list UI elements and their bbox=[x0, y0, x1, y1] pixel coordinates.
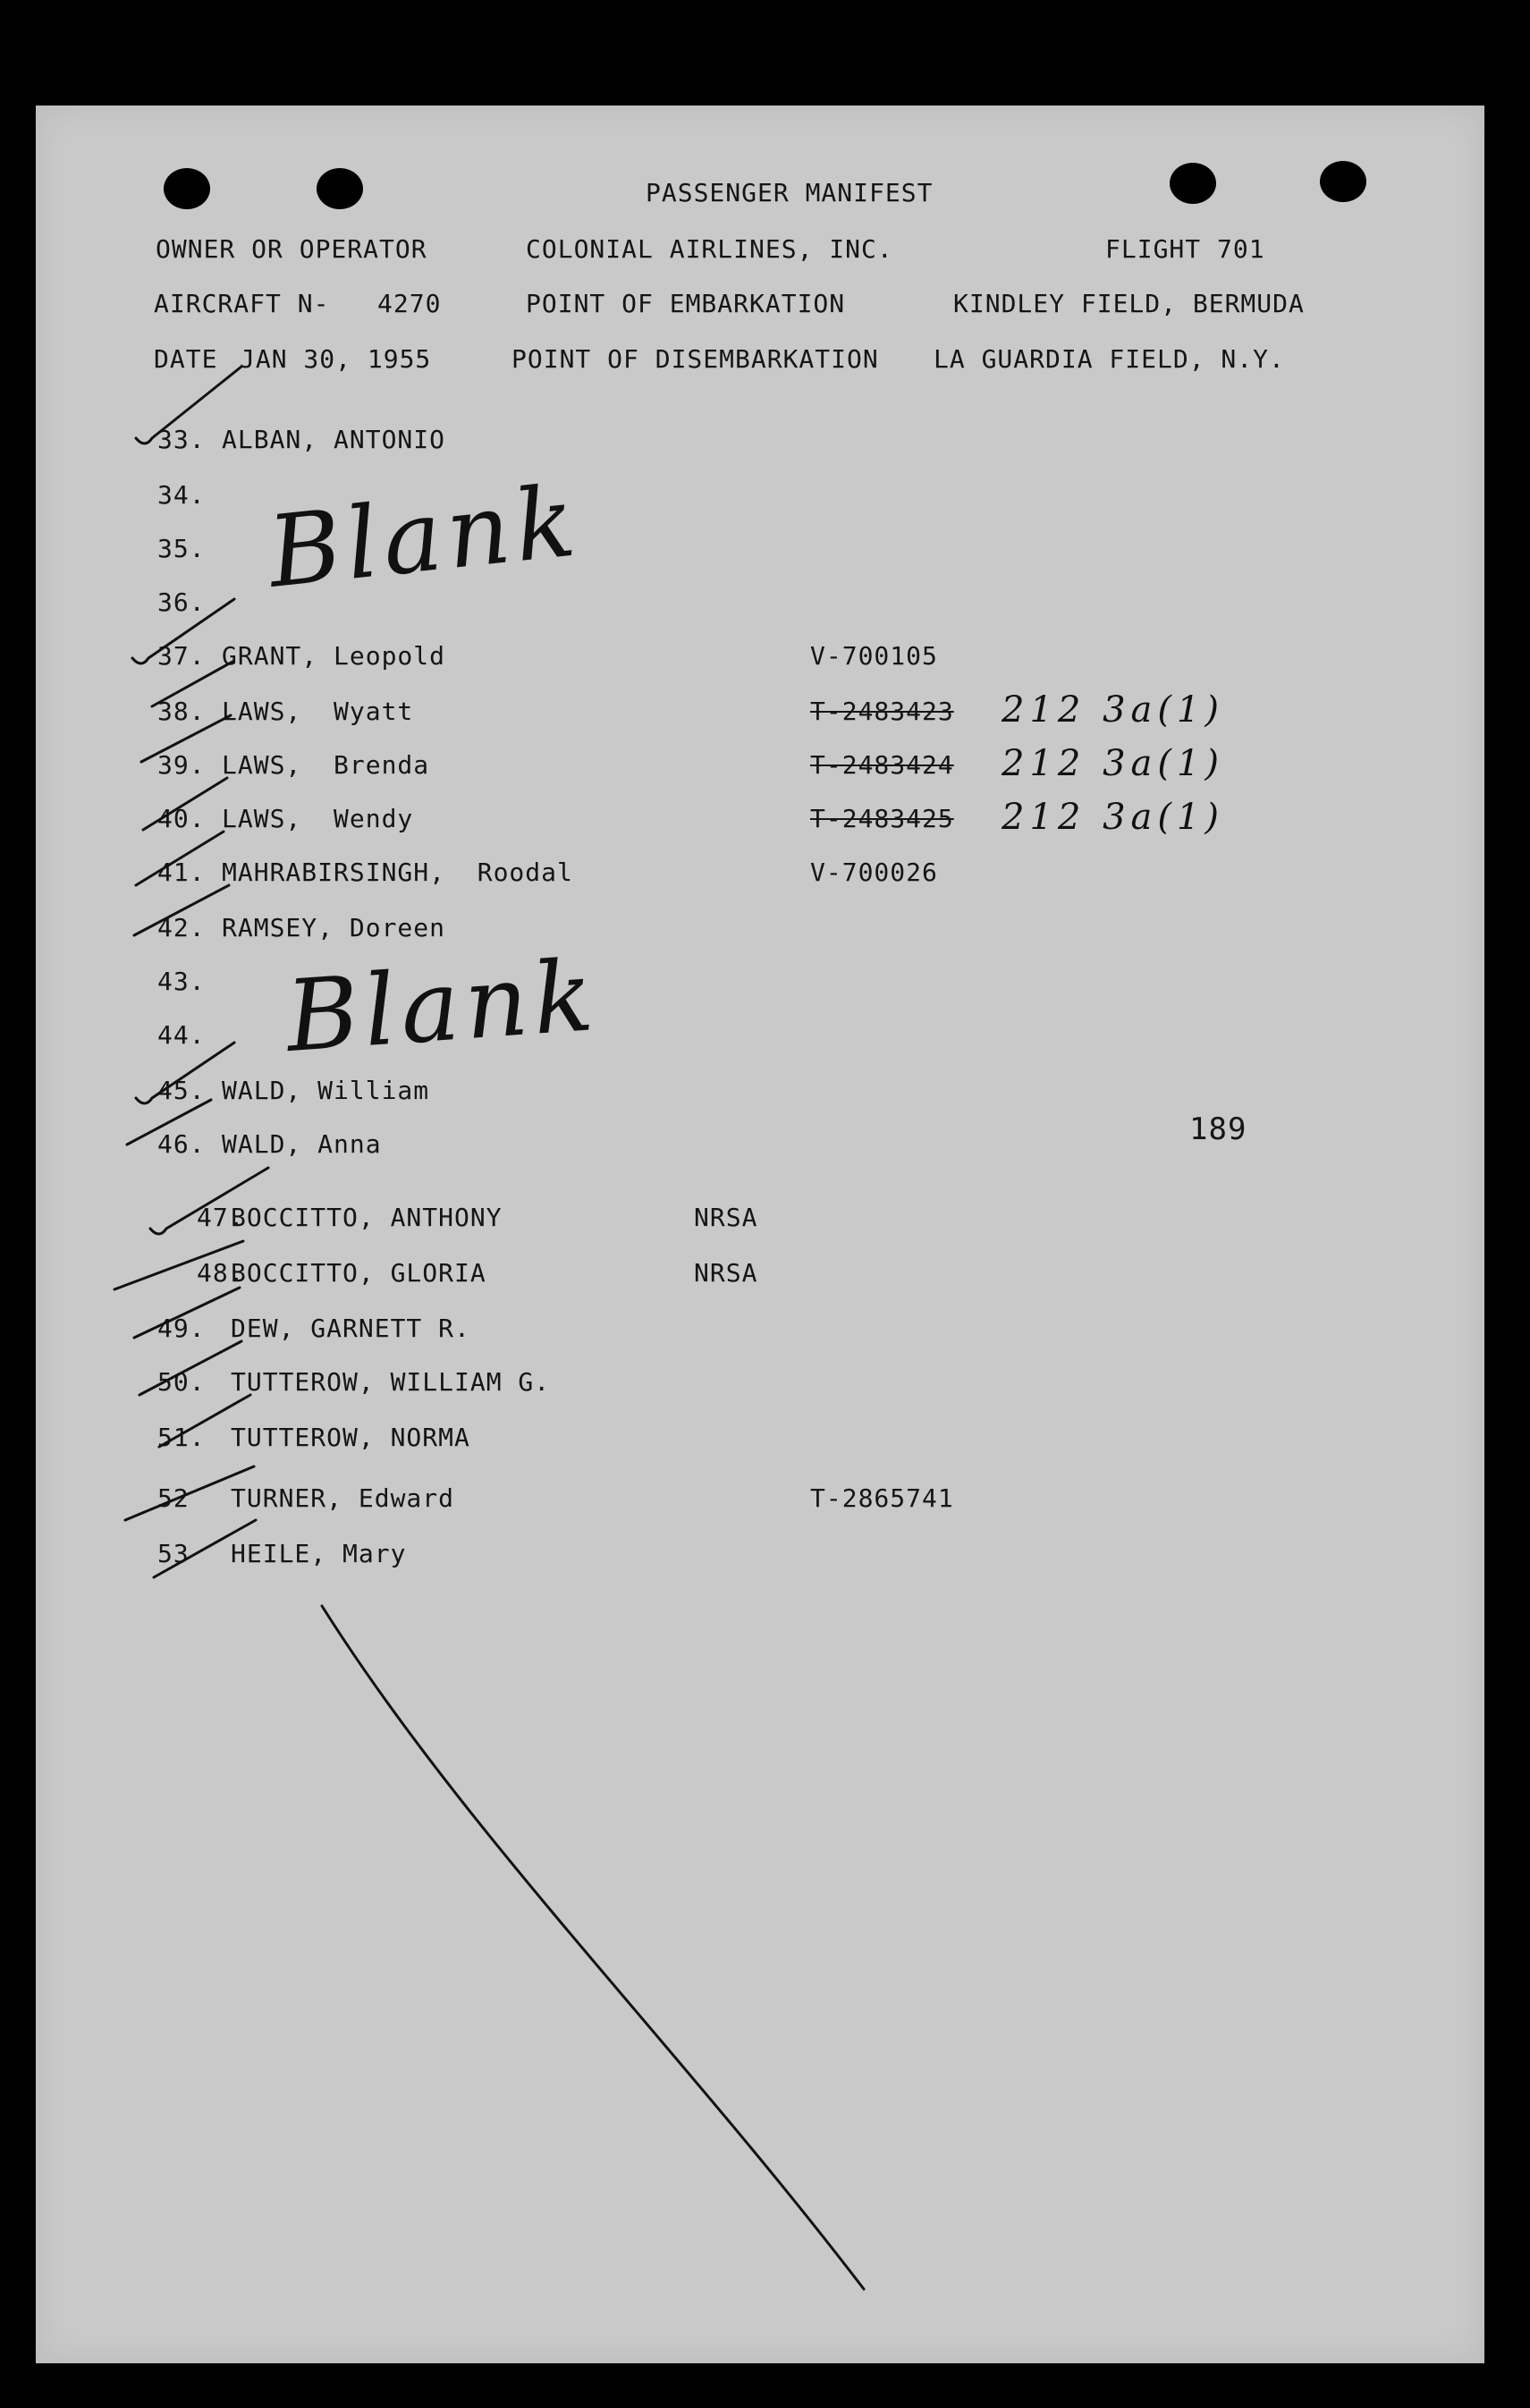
aircraft-value: 4270 bbox=[377, 289, 442, 318]
owner-label: OWNER OR OPERATOR bbox=[156, 234, 427, 264]
entry-number: 35. bbox=[157, 534, 206, 563]
passenger-name: TUTTEROW, NORMA bbox=[231, 1423, 470, 1452]
passenger-name: TUTTEROW, WILLIAM G. bbox=[231, 1367, 551, 1397]
entry-number: 40. bbox=[157, 804, 206, 833]
punch-hole bbox=[317, 168, 363, 209]
entry-number: 49. bbox=[157, 1314, 206, 1343]
handwritten-note: 212 3a(1) bbox=[1002, 797, 1225, 838]
entry-number: 33. bbox=[157, 425, 206, 454]
entry-number: 38. bbox=[157, 697, 206, 726]
passenger-name: BOCCITTO, ANTHONY bbox=[231, 1203, 503, 1232]
entry-number: 43. bbox=[157, 967, 206, 996]
passenger-document-code: T-2483424 bbox=[810, 750, 954, 780]
entry-number: 42. bbox=[157, 913, 206, 942]
embark-label: POINT OF EMBARKATION bbox=[526, 289, 846, 318]
passenger-document-code: V-700105 bbox=[810, 641, 938, 671]
passenger-name: LAWS, Wyatt bbox=[222, 697, 414, 726]
flight-label: FLIGHT 701 bbox=[1105, 234, 1265, 264]
handwritten-note: 212 3a(1) bbox=[1002, 689, 1225, 731]
passenger-name: BOCCITTO, GLORIA bbox=[231, 1258, 486, 1288]
entry-number: 53 bbox=[157, 1539, 190, 1568]
passenger-document-code: NRSA bbox=[694, 1258, 758, 1288]
punch-hole bbox=[1320, 161, 1366, 202]
entry-number: 45. bbox=[157, 1076, 206, 1105]
passenger-name: TURNER, Edward bbox=[231, 1483, 455, 1513]
passenger-name: RAMSEY, Doreen bbox=[222, 913, 446, 942]
passenger-name: ALBAN, ANTONIO bbox=[222, 425, 446, 454]
entry-number: 52 bbox=[157, 1483, 190, 1513]
passenger-name: WALD, William bbox=[222, 1076, 430, 1105]
date-value: JAN 30, 1955 bbox=[240, 344, 432, 374]
passenger-name: DEW, GARNETT R. bbox=[231, 1314, 470, 1343]
passenger-document-code: T-2483423 bbox=[810, 697, 954, 726]
date-label: DATE bbox=[154, 344, 218, 374]
passenger-name: MAHRABIRSINGH, Roodal bbox=[222, 858, 573, 887]
entry-number: 41. bbox=[157, 858, 206, 887]
passenger-name: WALD, Anna bbox=[222, 1129, 382, 1159]
passenger-document-code: NRSA bbox=[694, 1203, 758, 1232]
entry-number: 39. bbox=[157, 750, 206, 780]
passenger-document-code: V-700026 bbox=[810, 858, 938, 887]
entry-number: 44. bbox=[157, 1020, 206, 1050]
handwritten-note: 212 3a(1) bbox=[1002, 743, 1225, 784]
entry-number: 34. bbox=[157, 480, 206, 510]
punch-hole bbox=[1170, 163, 1216, 204]
entry-number: 48. bbox=[197, 1258, 245, 1288]
passenger-name: LAWS, Wendy bbox=[222, 804, 414, 833]
entry-number: 50. bbox=[157, 1367, 206, 1397]
passenger-document-code: T-2483425 bbox=[810, 804, 954, 833]
blank-mark-handwritten: Blank bbox=[263, 463, 586, 610]
punch-hole bbox=[164, 168, 210, 209]
passenger-document-code: T-2865741 bbox=[810, 1483, 954, 1513]
embark-value: KINDLEY FIELD, BERMUDA bbox=[953, 289, 1305, 318]
entry-number: 46. bbox=[157, 1129, 206, 1159]
passenger-name: LAWS, Brenda bbox=[222, 750, 430, 780]
disembark-value: LA GUARDIA FIELD, N.Y. bbox=[934, 344, 1285, 374]
entry-number: 47. bbox=[197, 1203, 245, 1232]
passenger-name: GRANT, Leopold bbox=[222, 641, 446, 671]
entry-number: 36. bbox=[157, 587, 206, 617]
owner-value: COLONIAL AIRLINES, INC. bbox=[526, 234, 893, 264]
disembark-label: POINT OF DISEMBARKATION bbox=[511, 344, 879, 374]
entry-number: 37. bbox=[157, 641, 206, 671]
passenger-name: HEILE, Mary bbox=[231, 1539, 407, 1568]
manifest-title: PASSENGER MANIFEST bbox=[646, 178, 934, 207]
aircraft-label: AIRCRAFT N- bbox=[154, 289, 330, 318]
blank-mark-handwritten: Blank bbox=[282, 937, 603, 1075]
page-number: 189 bbox=[1189, 1111, 1247, 1147]
entry-number: 51. bbox=[157, 1423, 206, 1452]
